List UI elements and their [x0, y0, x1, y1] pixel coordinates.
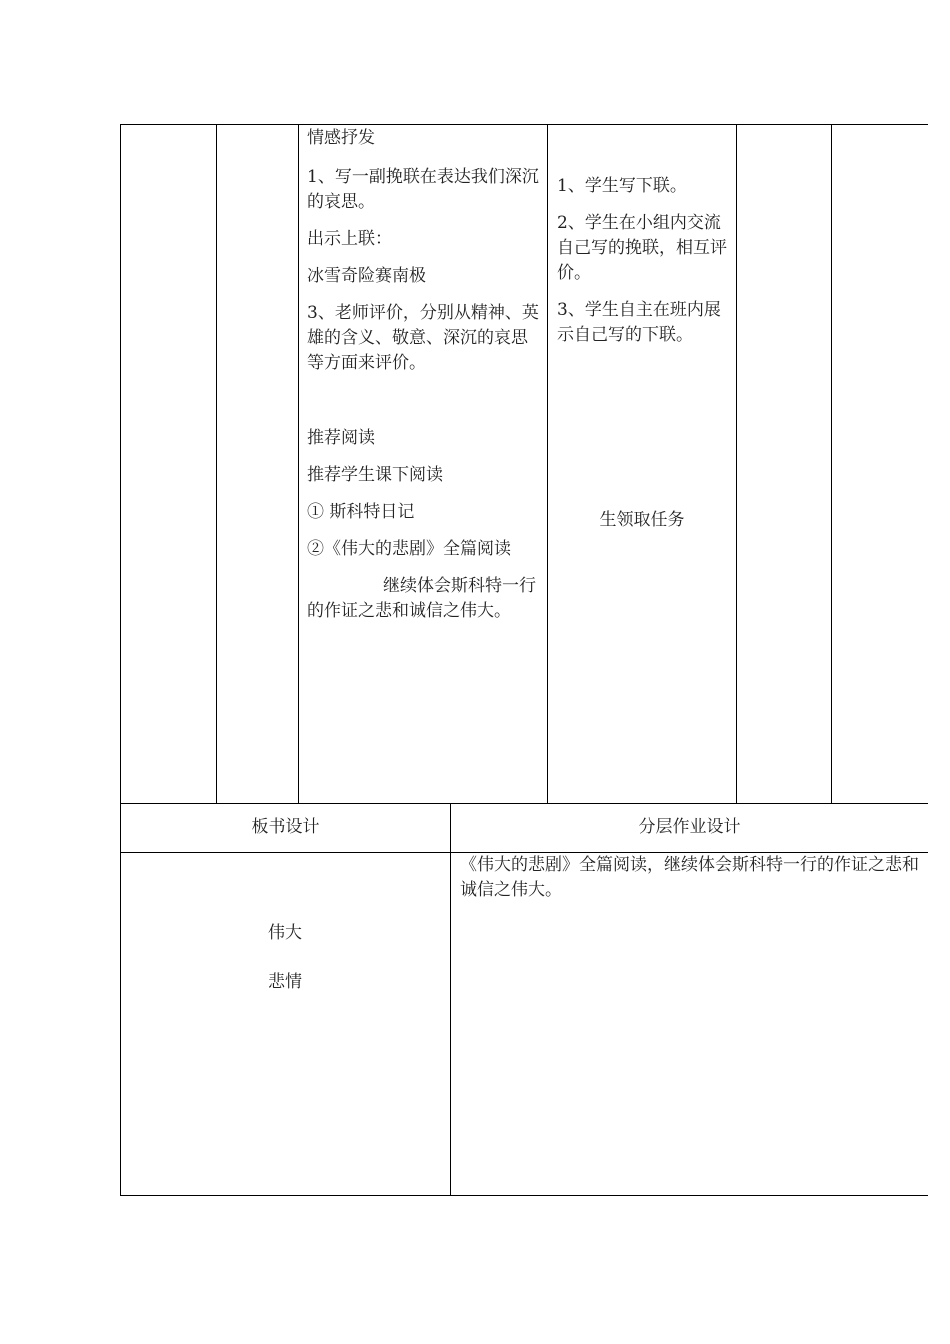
section-title-reading: 推荐阅读 [307, 428, 375, 448]
table-bottom-border [120, 1195, 928, 1196]
board-word-2: 悲情 [268, 972, 302, 992]
student-item-2: 2、学生在小组内交流自己写的挽联，相互评价。 [557, 213, 727, 283]
column-divider-3 [547, 124, 548, 804]
section-title-emotion: 情感抒发 [307, 128, 375, 148]
continue-text: 继续体会斯科特一行的作证之悲和诚信之伟大。 [307, 576, 536, 621]
teacher-item-1: 1、写一副挽联在表达我们深沉的哀思。 [307, 167, 539, 212]
student-item-1: 1、学生写下联。 [557, 176, 687, 196]
upper-couplet: 冰雪奇险赛南极 [307, 266, 426, 286]
table-mid-border [120, 803, 928, 804]
table-top-border [120, 124, 928, 125]
column-divider-5 [831, 124, 832, 804]
student-task: 生领取任务 [599, 510, 685, 530]
board-design-header: 板书设计 [251, 817, 320, 837]
homework-header: 分层作业设计 [638, 817, 741, 837]
board-word-1: 伟大 [268, 923, 302, 943]
student-activity-cell [557, 174, 731, 348]
student-item-3: 3、学生自主在班内展示自己写的下联。 [557, 300, 721, 345]
homework-text: 《伟大的悲剧》全篇阅读，继续体会斯科特一行的作证之悲和诚信之伟大。 [460, 855, 919, 900]
footer-column-divider [450, 803, 451, 1196]
teacher-item-3: 3、老师评价，分别从精神、英雄的含义、敬意、深沉的哀思等方面来评价。 [307, 303, 539, 373]
recommend-intro: 推荐学生课下阅读 [307, 465, 443, 485]
column-divider-4 [736, 124, 737, 804]
table-left-border [120, 124, 121, 1196]
teacher-activity-cell [307, 126, 543, 624]
homework-content [460, 853, 924, 903]
book-item-1: ① 斯科特日记 [307, 502, 415, 522]
column-divider-1 [216, 124, 217, 804]
column-divider-2 [298, 124, 299, 804]
book-item-2: ②《伟大的悲剧》全篇阅读 [307, 539, 511, 559]
show-upper-label: 出示上联： [307, 229, 392, 249]
